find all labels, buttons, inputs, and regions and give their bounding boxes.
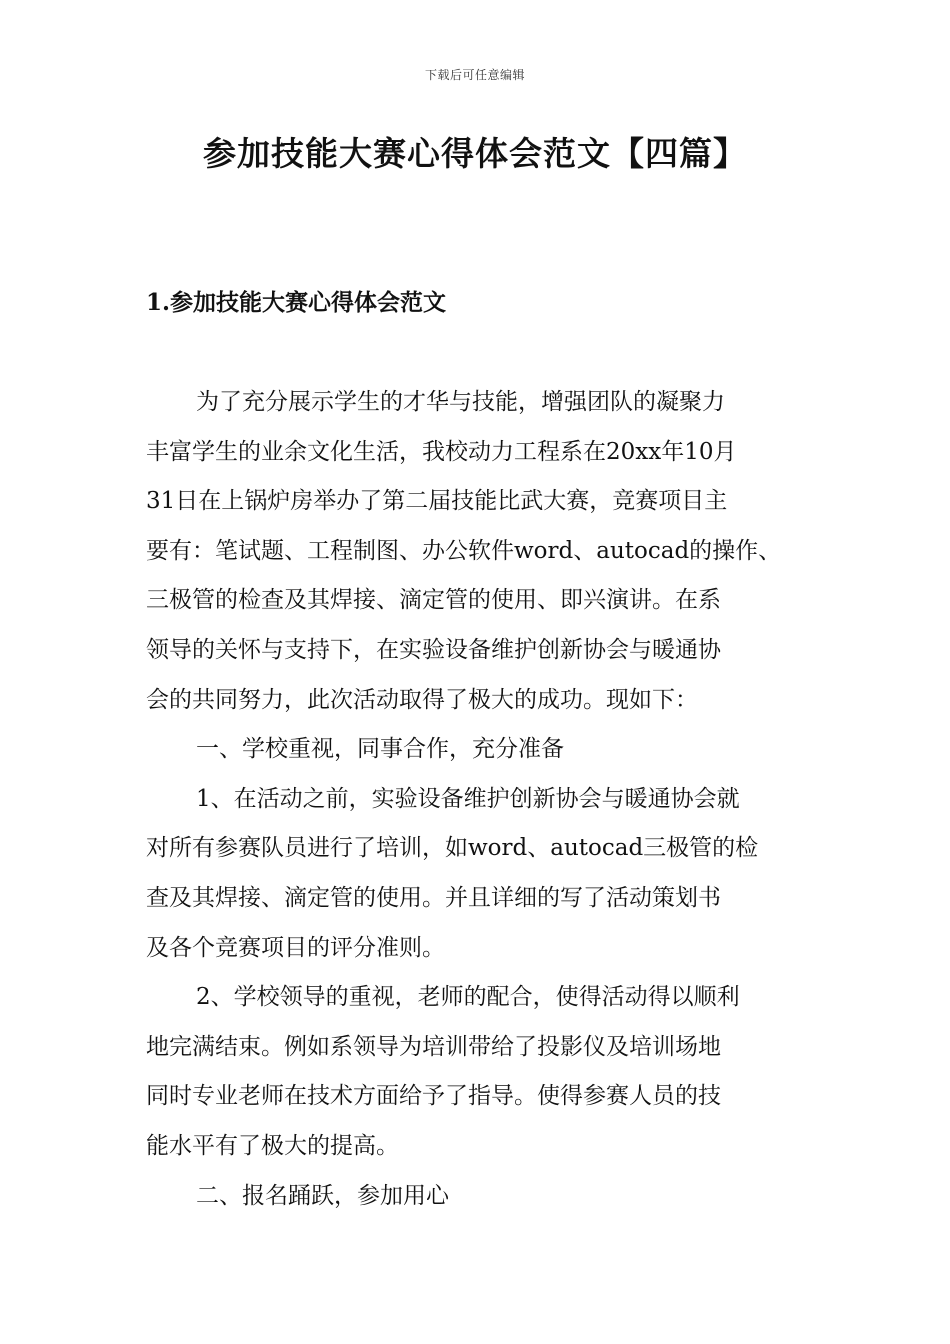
- paragraph-line: 及各个竞赛项目的评分准则。: [146, 934, 445, 961]
- paragraph-line: 丰富学生的业余文化生活，我校动力工程系在20xx年10月: [146, 438, 737, 465]
- paragraph-line: 2、学校领导的重视，老师的配合，使得活动得以顺利: [196, 984, 740, 1011]
- paragraph-line: 为了充分展示学生的才华与技能，增强团队的凝聚力: [196, 389, 725, 415]
- header-note: 下载后可任意编辑: [424, 68, 525, 82]
- paragraph-line: 查及其焊接、滴定管的使用。并且详细的写了活动策划书: [146, 884, 721, 911]
- paragraph-line: 地完满结束。例如系领导为培训带给了投影仪及培训场地: [146, 1033, 721, 1060]
- paragraph-line: 1、在活动之前，实验设备维护创新协会与暖通协会就: [196, 785, 740, 812]
- paragraph-line: 能水平有了极大的提高。: [146, 1132, 399, 1159]
- paragraph-line: 三极管的检查及其焊接、滴定管的使用、即兴演讲。在系: [146, 587, 721, 614]
- section-heading: 1.参加技能大赛心得体会范文: [146, 289, 447, 316]
- paragraph-line: 31日在上锅炉房举办了第二届技能比武大赛，竞赛项目主: [146, 488, 728, 515]
- document-title: 参加技能大赛心得体会范文【四篇】: [203, 134, 747, 173]
- paragraph-line: 同时专业老师在技术方面给予了指导。使得参赛人员的技: [146, 1083, 721, 1110]
- paragraph-line: 要有：笔试题、工程制图、办公软件word、autocad的操作、: [146, 537, 782, 564]
- paragraph-line: 会的共同努力，此次活动取得了极大的成功。现如下：: [146, 686, 698, 713]
- paragraph-line: 对所有参赛队员进行了培训，如word、autocad三极管的检: [146, 835, 759, 862]
- subheading-line: 一、学校重视，同事合作，充分准备: [196, 736, 564, 763]
- subheading-line: 二、报名踊跃，参加用心: [196, 1182, 449, 1209]
- paragraph-line: 领导的关怀与支持下，在实验设备维护创新协会与暖通协: [146, 636, 721, 663]
- document-body: [146, 378, 826, 1221]
